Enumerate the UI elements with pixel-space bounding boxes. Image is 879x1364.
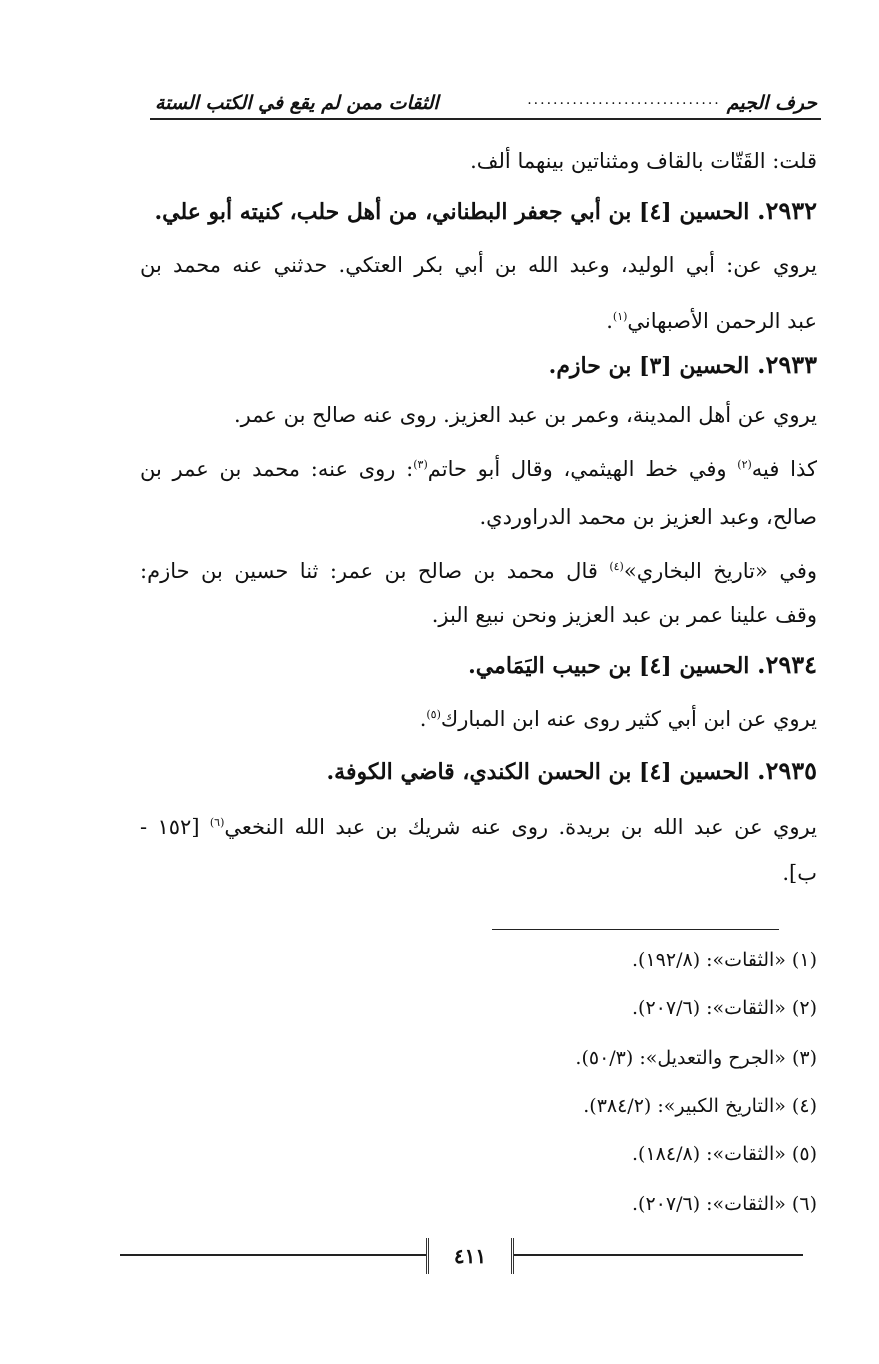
entry-number: ٢٩٣٣. <box>757 350 817 379</box>
text-line: قلت: القَتّات بالقاف ومثناتين بينهما ألف. <box>470 149 817 173</box>
footnote-ref[interactable]: (٤) <box>609 560 624 573</box>
footnote: (٤) «التاريخ الكبير»: (٣٨٤/٢). <box>583 1095 817 1117</box>
text-line <box>140 552 817 586</box>
text-line: ب]. <box>782 861 817 885</box>
text-line: صالح، وعبد العزيز بن محمد الدراوردي. <box>479 505 817 529</box>
entry-title: الحسين [٤] بن حبيب اليَمَامي. <box>468 653 750 679</box>
text-span: وفي خط الهيثمي، وقال أبو حاتم <box>427 457 738 481</box>
entry-number: ٢٩٣٥. <box>757 756 817 785</box>
footer-rule-left <box>120 1254 426 1256</box>
footnote-ref[interactable]: (٥) <box>426 708 441 721</box>
footer-rule-right <box>508 1254 803 1256</box>
footnote: (٦) «الثقات»: (٢٠٧/٦). <box>632 1193 817 1215</box>
entry-number: ٢٩٣٤. <box>757 650 817 679</box>
footnote: (٥) «الثقات»: (١٨٤/٨). <box>632 1143 817 1165</box>
text-line: عبد الرحمن الأصبهاني$^{(١)}$. <box>606 309 817 333</box>
footnote-ref[interactable]: (٣) <box>413 458 428 471</box>
entry-number: ٢٩٣٢. <box>757 196 817 225</box>
entry-2935-heading <box>326 756 817 787</box>
text-span: كذا فيه <box>751 457 817 481</box>
text-span: يروي عن ابن أبي كثير روى عنه ابن المبارك <box>440 707 817 731</box>
text-line <box>140 808 817 842</box>
footnote: (٢) «الثقات»: (٢٠٧/٦). <box>632 997 817 1019</box>
footnote: (٣) «الجرح والتعديل»: (٥٠/٣). <box>575 1047 817 1069</box>
entry-title: الحسين [٤] بن الحسن الكندي، قاضي الكوفة. <box>326 759 750 785</box>
entry-title: الحسين [٤] بن أبي جعفر البطناني، من أهل حلب، كنيته أبو علي. <box>154 199 750 225</box>
footnote-ref[interactable]: (٢) <box>737 458 752 471</box>
chapter-title: حرف الجيم <box>726 92 817 114</box>
running-header <box>155 78 817 114</box>
text-span: قال محمد بن صالح بن عمر: ثنا حسين بن حازم: <box>140 559 610 583</box>
text-line: وقف علينا عمر بن عبد العزيز ونحن نبيع البز. <box>431 603 817 627</box>
text-line: يروي عن أهل المدينة، وعمر بن عبد العزيز. روى عنه صالح بن عمر. <box>233 403 817 427</box>
header-rule <box>150 118 821 120</box>
text-line: يروي عن: أبي الوليد، وعبد الله بن أبي بكر العتكي. حدثني عنه محمد بن <box>140 253 817 277</box>
book-title: الثقات ممن لم يقع في الكتب الستة <box>155 92 439 114</box>
footnote-ref[interactable]: (٦) <box>209 816 225 829</box>
header-dots: .............................. <box>527 92 721 108</box>
footnote-separator <box>492 929 779 930</box>
text-span: يروي عن عبد الله بن بريدة. روى عنه شريك بن عبد الله النخعي <box>224 815 817 839</box>
text-span: عبد الرحمن الأصبهاني <box>627 309 817 333</box>
text-span: : روى عنه: محمد بن عمر بن <box>140 457 414 481</box>
entry-2932-heading <box>154 196 817 227</box>
text-span: [١٥٢ - <box>140 815 210 839</box>
text-line <box>140 450 817 484</box>
footnote-ref[interactable]: (١) <box>612 310 628 323</box>
entry-title: الحسين [٣] بن حازم. <box>548 353 750 379</box>
page-number: ٤١١ <box>426 1238 514 1274</box>
entry-2933-heading <box>549 350 817 381</box>
entry-2934-heading <box>468 650 817 681</box>
text-span: وفي «تاريخ البخاري» <box>623 559 817 583</box>
text-line: يروي عن ابن أبي كثير روى عنه ابن المبارك$^{(٥)}$. <box>419 707 817 731</box>
footnote: (١) «الثقات»: (١٩٢/٨). <box>632 949 817 971</box>
